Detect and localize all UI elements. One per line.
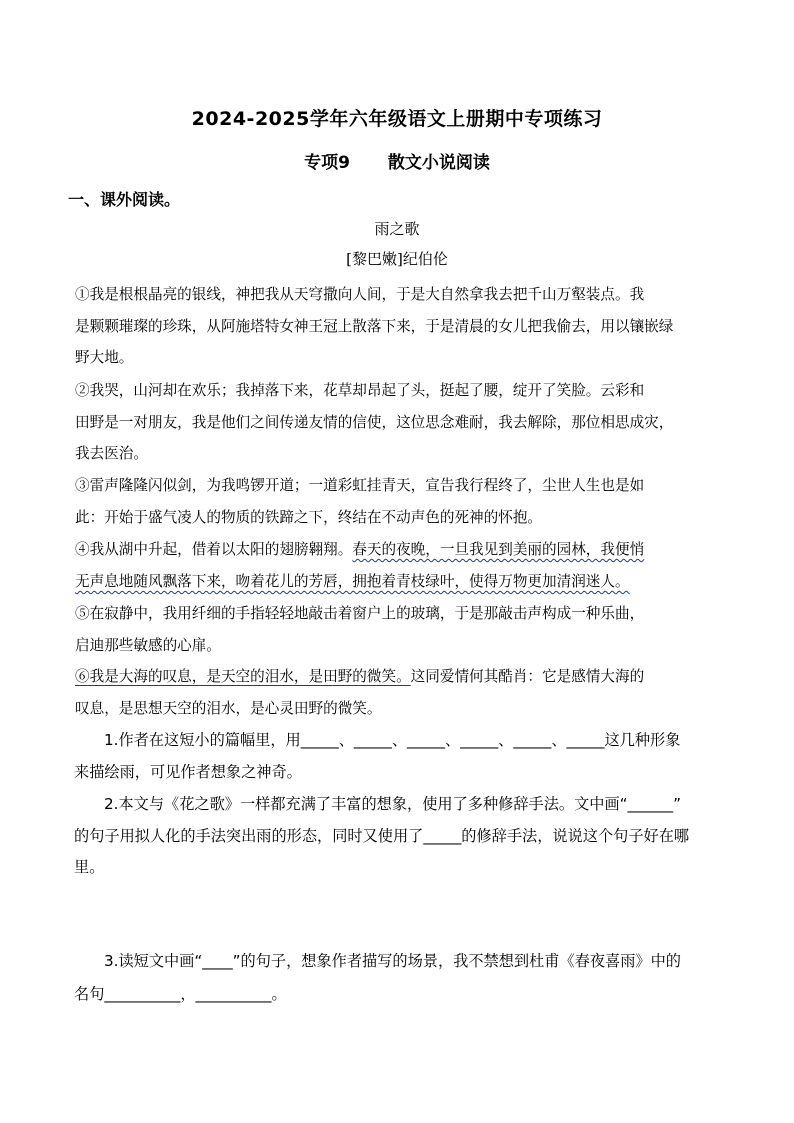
question-3-line-1: 3.读短文中画“____”的句子，想象作者描写的场景，我不禁想到杜甫《春夜喜雨》中的	[104, 952, 681, 970]
paragraph-3-line-1: ③雷声隆隆闪似剑，为我鸣锣开道；一道彩虹挂青天，宣告我行程终了，尘世人生也是如	[75, 477, 645, 494]
paragraph-4-line-1	[75, 538, 644, 559]
question-2-line-3: 里。	[74, 858, 105, 876]
page-title: 2024-2025学年六年级语文上册期中专项练习	[191, 108, 603, 130]
underlined-sentence: ⑥我是大海的叹息，是天空的泪水，是田野的微笑。	[75, 668, 411, 685]
paragraph-4-line-2	[75, 570, 630, 591]
question-3-line-2: 名句__________，__________。	[74, 985, 287, 1003]
question-2-line-2: 的句子用拟人化的手法突出雨的形态，同时又使用了_____的修辞手法，说说这个句子好在哪	[74, 827, 690, 845]
section-heading: 一、课外阅读。	[68, 190, 181, 209]
topic-name: 散文小说阅读	[387, 153, 490, 173]
question-1-line-1: 1.作者在这短小的篇幅里，用_____、_____、_____、_____、_____、_____这几种形象	[104, 731, 681, 749]
paragraph-4-start: ④我从湖中升起，借着以太阳的翅膀翱翔。	[75, 541, 353, 558]
paragraph-6-line-2: 叹息，是思想天空的泪水，是心灵田野的微笑。	[75, 700, 382, 717]
paragraph-1-line-2: 是颗颗璀璨的珍珠，从阿施塔特女神王冠上散落下来，于是清晨的女儿把我偷去，用以镶嵌绿	[75, 318, 674, 335]
wavy-underlined-sentence-cont: 无声息地随风飘落下来，吻着花儿的芳唇，拥抱着青枝绿叶，使得万物更加清润迷人。	[75, 573, 630, 590]
paragraph-3-line-2: 此：开始于盛气凌人的物质的铁蹄之下，终结在不动声色的死神的怀抱。	[75, 509, 543, 526]
paragraph-6-line-1	[75, 665, 644, 686]
page-subtitle	[0, 148, 794, 173]
paragraph-2-line-2: 田野是一对朋友，我是他们之间传递友情的信使，这位思念难耐，我去解除，那位相思成灾，	[75, 414, 674, 431]
question-1-line-2: 来描绘雨，可见作者想象之神奇。	[74, 763, 302, 781]
paragraph-5-line-2: 启迪那些敏感的心扉。	[75, 637, 221, 654]
passage-author: [黎巴嫩]纪伯伦	[346, 250, 448, 268]
paragraph-6-rest: 这同爱情何其酷肖：它是感情大海的	[410, 668, 645, 685]
wavy-underlined-sentence: 春天的夜晚，一旦我见到美丽的园林，我便悄	[352, 541, 645, 558]
paragraph-2-line-1: ②我哭，山河却在欢乐；我掉落下来，花草却昂起了头，挺起了腰，绽开了笑脸。云彩和	[75, 382, 645, 399]
question-2-line-1: 2.本文与《花之歌》一样都充满了丰富的想象，使用了多种修辞手法。文中画“______”	[104, 795, 681, 813]
paragraph-1-line-1: ①我是根根晶亮的银线，神把我从天穹撒向人间，于是大自然拿我去把千山万壑装点。我	[75, 286, 645, 303]
paragraph-1-line-3: 野大地。	[75, 349, 134, 366]
passage-title: 雨之歌	[374, 220, 420, 238]
paragraph-5-line-1: ⑤在寂静中，我用纤细的手指轻轻地敲击着窗户上的玻璃，于是那敲击声构成一种乐曲，	[75, 605, 645, 622]
topic-number: 专项9	[304, 153, 350, 173]
paragraph-2-line-3: 我去医治。	[75, 445, 148, 462]
